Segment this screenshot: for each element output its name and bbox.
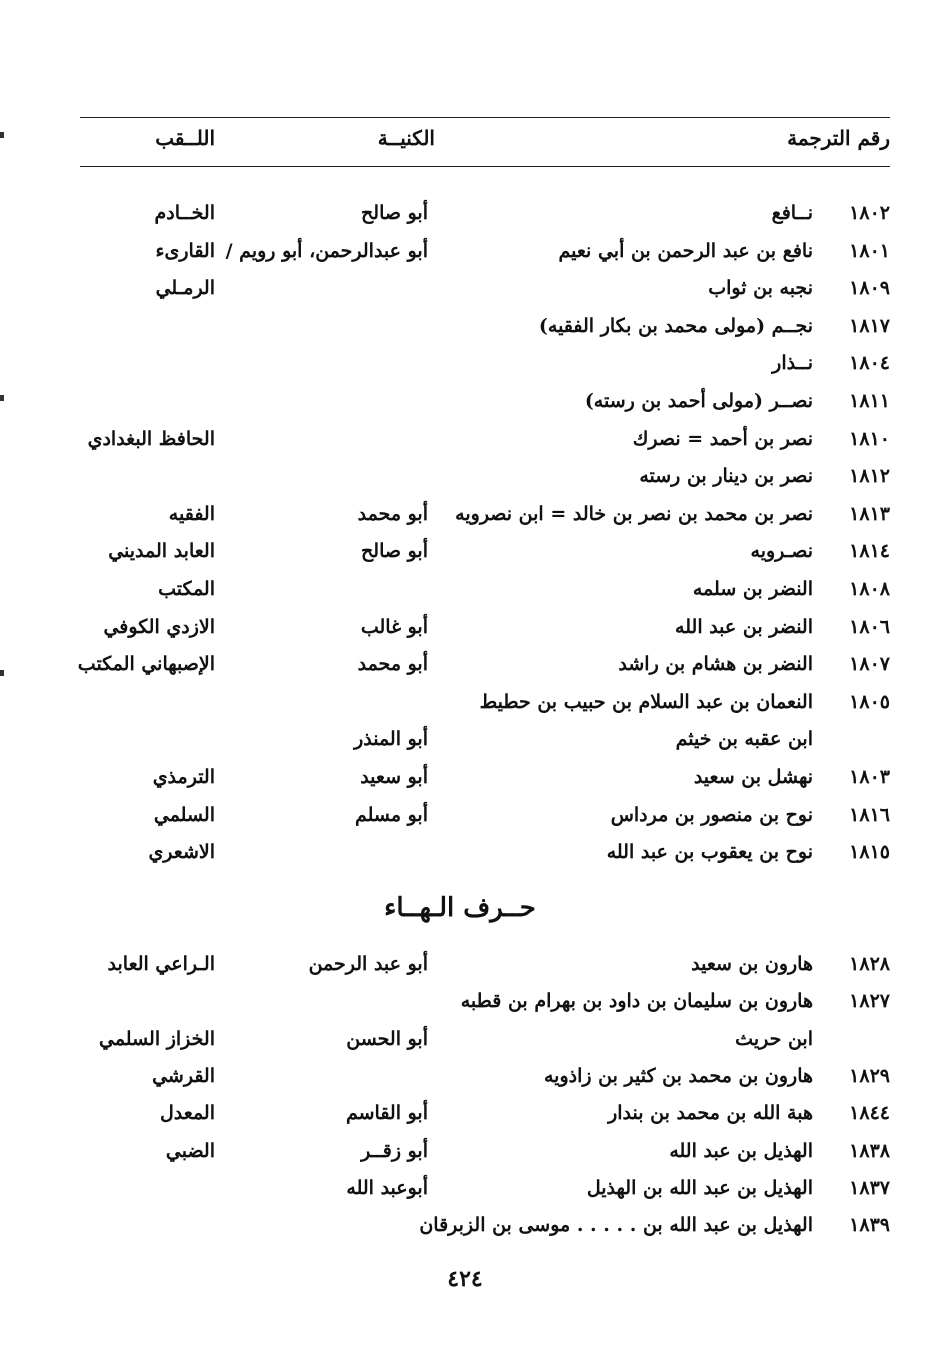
entry-number: ١٨٣٨ [849, 1139, 890, 1162]
entry-row [0, 1058, 935, 1094]
entry-laqab: الازدي الكوفي [103, 615, 215, 638]
entry-row [0, 1170, 935, 1206]
entry-number: ١٨٣٩ [849, 1214, 890, 1237]
entry-laqab: المكتب [158, 578, 215, 600]
entry-row [0, 721, 935, 757]
entry-name: هارون بن سعيد [691, 953, 813, 975]
entry-number: ١٨٠٧ [849, 653, 890, 676]
entry-number: ١٨٤٤ [849, 1102, 890, 1125]
entry-laqab: السلمي [153, 803, 215, 826]
entry-number: ١٨٠٦ [849, 615, 890, 638]
entry-number: ١٨٠٢ [849, 202, 890, 224]
entry-name: هارون بن محمد بن كثير بن زاذويه [543, 1064, 813, 1087]
entry-kunya: أبو القاسم [345, 1102, 428, 1125]
entry-row [0, 533, 935, 569]
column-header-number: رقم الترجمة [787, 126, 890, 150]
entry-row [0, 797, 935, 833]
entry-name: هارون بن سليمان بن داود بن بهرام بن قطبه [460, 990, 813, 1013]
entry-laqab: الخــادم [154, 202, 215, 224]
entry-name: نجــم (مولى محمد بن بكار الفقيه) [538, 314, 813, 337]
entry-row [0, 1021, 935, 1057]
entry-laqab: الإصبهاني المكتب [77, 653, 215, 676]
entry-number: ١٨٠١ [849, 239, 890, 262]
entry-kunya: أبو زقــر [361, 1139, 428, 1162]
entry-number: ١٨١٢ [849, 465, 890, 488]
entry-row [0, 609, 935, 645]
entry-row [0, 421, 935, 457]
entry-name: نافع بن عبد الرحمن بن أبي نعيم [558, 239, 813, 262]
entry-name: نجبه بن ثواب [708, 277, 813, 300]
entry-row [0, 1207, 935, 1243]
entry-kunya: أبو محمد [357, 502, 428, 525]
entry-laqab: الاشعري [148, 841, 215, 864]
entry-laqab: العابد المديني [108, 540, 215, 563]
header-top-rule [80, 117, 890, 118]
entry-kunya: أبو مسلم [354, 803, 428, 826]
entry-name: نصر بن محمد بن نصر بن خالد = ابن نصرويه [455, 502, 813, 525]
entry-number: ١٨١١ [849, 390, 890, 412]
entry-number: ١٨٠٤ [849, 352, 890, 375]
entry-number: ١٨٢٩ [849, 1064, 890, 1087]
entry-laqab: الترمذي [152, 766, 215, 788]
entry-row [0, 571, 935, 607]
entry-name: الهذيل بن عبد الله بن الهذيل [586, 1176, 813, 1199]
entry-name: نصــر (مولى أحمد بن رسته) [584, 390, 813, 412]
entry-row [0, 983, 935, 1019]
entry-row [0, 195, 935, 231]
entry-name: نوح بن منصور بن مرداس [610, 803, 813, 826]
entry-row [0, 1095, 935, 1131]
entry-name: نوح بن يعقوب بن عبد الله [606, 841, 813, 864]
entry-name: نصر بن أحمد = نصرك [632, 427, 813, 450]
entry-kunya: أبوعبد الله [346, 1176, 428, 1199]
entry-row [0, 345, 935, 381]
entry-name: النعمان بن عبد السلام بن حبيب بن حطيط [479, 690, 813, 713]
entry-number: ١٨١٠ [849, 427, 890, 450]
entry-number: ١٨٢٨ [849, 953, 890, 975]
entry-name: نهشل بن سعيد [693, 766, 813, 788]
entry-kunya: أبو عبد الرحمن [308, 953, 428, 975]
entry-name: ابن عقبه بن خيثم [675, 728, 813, 751]
entry-name: الهذيل بن عبد الله [669, 1139, 813, 1162]
entry-number: ١٨١٣ [849, 502, 890, 525]
entry-number: ١٨٠٨ [849, 578, 890, 600]
entry-kunya: أبو غالب [360, 615, 428, 638]
column-header-laqab: اللــقب [155, 126, 215, 150]
entry-row [0, 684, 935, 720]
entry-row [0, 233, 935, 269]
edge-mark [0, 670, 4, 676]
edge-mark [0, 132, 4, 138]
entry-number: ١٨١٧ [849, 314, 890, 337]
entry-row [0, 496, 935, 532]
entry-name: نصـرويه [750, 540, 813, 563]
entry-row [0, 1133, 935, 1169]
entry-kunya: أبو محمد [357, 653, 428, 676]
entry-laqab: القارىء [155, 239, 215, 262]
entry-name: نصر بن دينار بن رسته [639, 465, 813, 488]
entry-name: ابن حريث [735, 1027, 813, 1050]
entry-number: ١٨٠٩ [849, 277, 890, 300]
entry-number: ١٨٢٧ [849, 990, 890, 1013]
entry-name: النضر بن سلمه [692, 578, 813, 600]
column-header-kunya: الكنيــة [377, 126, 435, 150]
header-bottom-rule [80, 166, 890, 167]
entry-laqab: الـراعي العابد [107, 953, 215, 975]
entry-laqab: الحافظ البغدادي [87, 427, 215, 450]
entry-name: النضر بن هشام بن راشد [618, 653, 813, 676]
entry-kunya: أبو صالح [361, 202, 428, 224]
entry-laqab: الخزاز السلمي [98, 1027, 215, 1050]
edge-mark [0, 395, 4, 401]
entry-number: ١٨٣٧ [849, 1176, 890, 1199]
entry-name: نــذار [772, 352, 813, 375]
entry-number: ١٨٠٥ [849, 690, 890, 713]
entry-kunya: أبو الحسن [346, 1027, 428, 1050]
entry-number: ١٨١٦ [849, 803, 890, 826]
entry-laqab: الفقيه [168, 502, 215, 525]
entry-name: النضر بن عبد الله [675, 615, 813, 638]
entry-row [0, 946, 935, 982]
entry-row [0, 308, 935, 344]
entry-laqab: المعدل [160, 1102, 215, 1125]
entry-name: هبة الله بن محمد بن بندار [608, 1102, 813, 1125]
entry-number: ١٨٠٣ [849, 766, 890, 788]
page-number: ٤٢٤ [447, 1266, 483, 1292]
entry-kunya: أبو المنذر [354, 728, 428, 751]
entry-row [0, 759, 935, 795]
entry-laqab: القرشي [152, 1064, 215, 1087]
entry-laqab: الضبي [165, 1139, 215, 1162]
entry-name: نــافع [771, 202, 813, 224]
entry-row [0, 270, 935, 306]
entry-row [0, 646, 935, 682]
section-title: حــرف الـهــاء [384, 893, 536, 923]
entry-number: ١٨١٤ [849, 540, 890, 563]
entry-row [0, 458, 935, 494]
entry-row [0, 383, 935, 419]
entry-kunya: أبو صالح [361, 540, 428, 563]
entry-name: الهذيل بن عبد الله بن . . . . . موسى بن الزبرقان [419, 1214, 813, 1237]
entry-number: ١٨١٥ [849, 841, 890, 864]
entry-kunya: أبو عبدالرحمن، أبو رويم / [225, 239, 428, 262]
entry-laqab: الرمـلي [155, 277, 215, 300]
entry-kunya: أبو سعيد [360, 766, 428, 788]
entry-row [0, 834, 935, 870]
